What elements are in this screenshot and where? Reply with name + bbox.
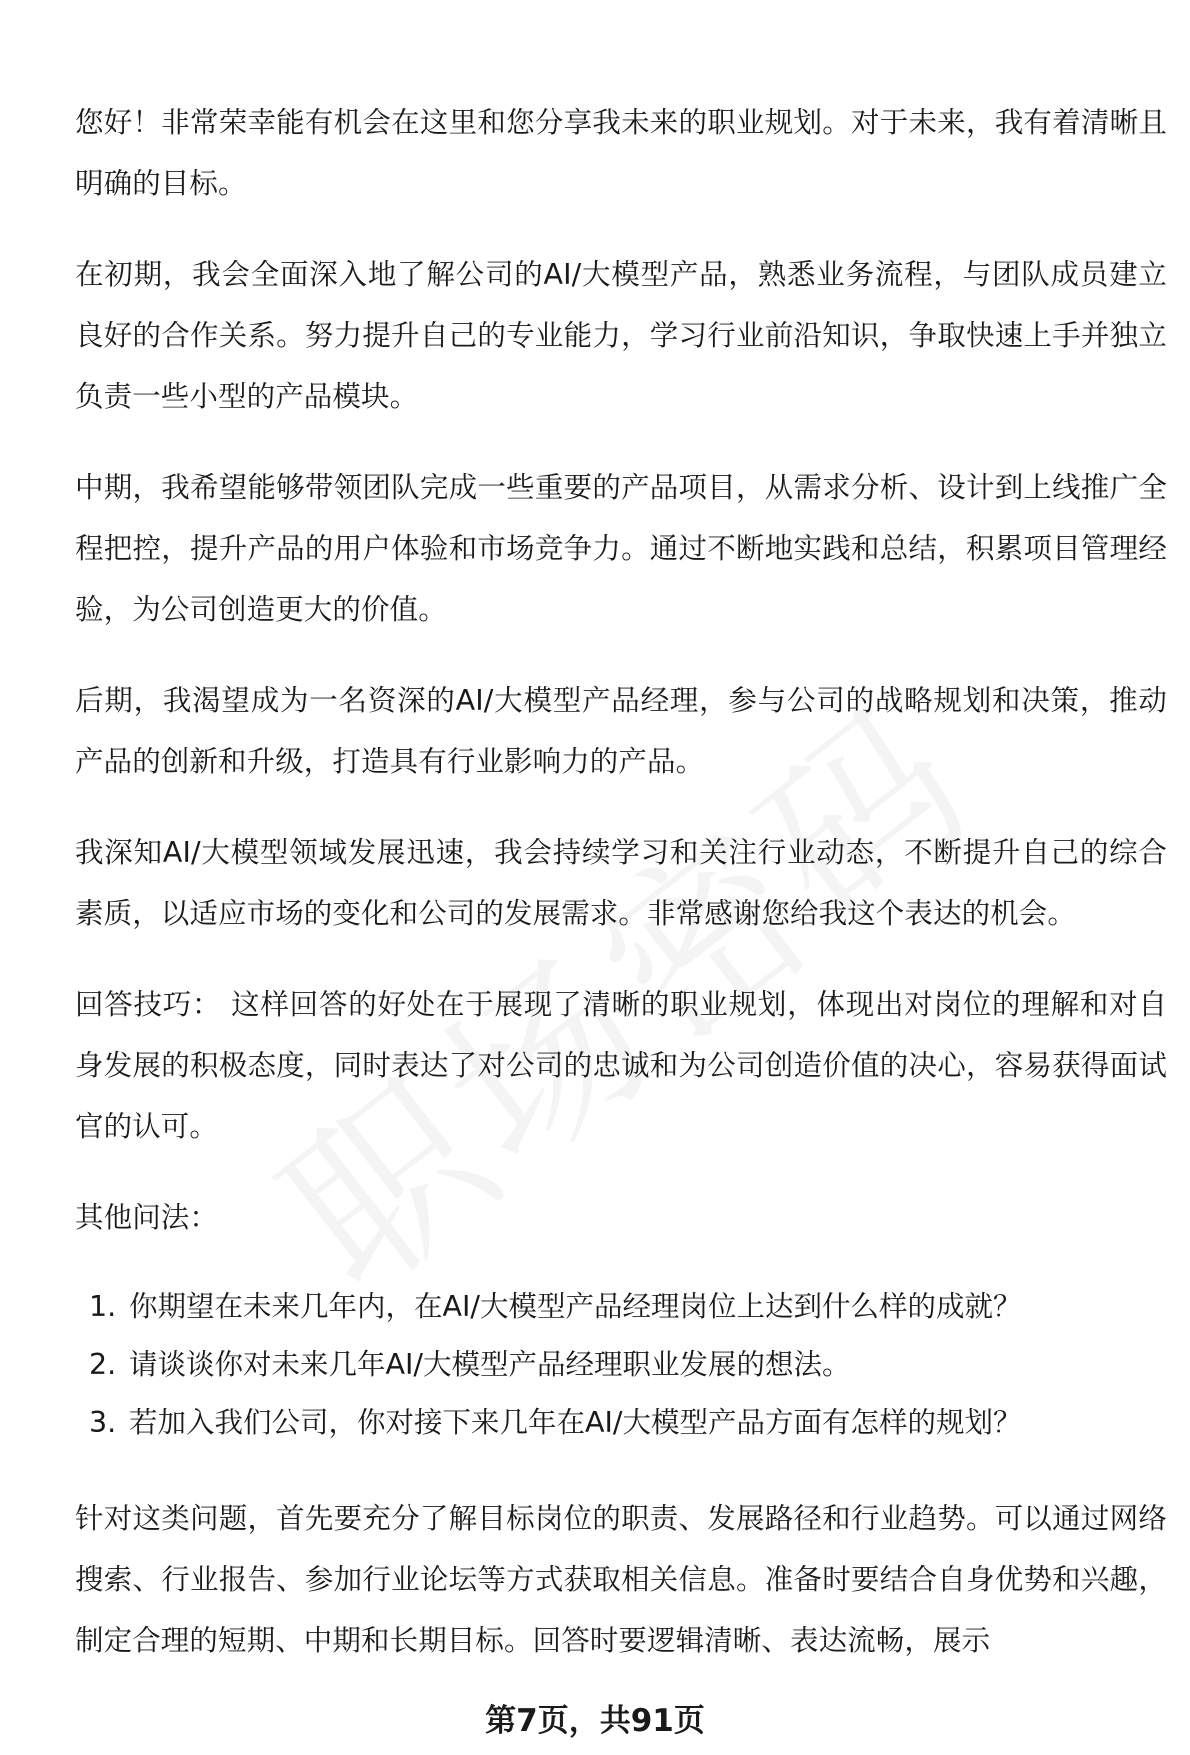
paragraph-mid-stage: 中期，我希望能够带领团队完成一些重要的产品项目，从需求分析、设计到上线推广全程把控，提升产品的用户体验和市场竞争力。通过不断地实践和总结，积累项目管理经验，为公司创造更大的价值。 bbox=[75, 471, 1167, 626]
list-item-number: 3. bbox=[89, 1406, 117, 1439]
question-list bbox=[75, 1278, 1167, 1452]
document-body bbox=[75, 92, 1167, 1701]
page-number-footer: 第7页，共91页 bbox=[485, 1703, 705, 1739]
list-item bbox=[75, 1394, 1167, 1452]
list-item-text: 若加入我们公司，你对接下来几年在AI/大模型产品方面有怎样的规划？ bbox=[129, 1406, 1022, 1439]
list-item-text: 请谈谈你对未来几年AI/大模型产品经理职业发展的想法。 bbox=[129, 1348, 851, 1381]
list-item-number: 2. bbox=[89, 1348, 117, 1381]
list-item bbox=[75, 1278, 1167, 1336]
paragraph-closing: 针对这类问题，首先要充分了解目标岗位的职责、发展路径和行业趋势。可以通过网络搜索、行业报告、参加行业论坛等方式获取相关信息。准备时要结合自身优势和兴趣，制定合理的短期、中期和长期目标。回答时要逻辑清晰、表达流畅，展示 bbox=[75, 1502, 1167, 1657]
paragraph-early-stage: 在初期，我会全面深入地了解公司的AI/大模型产品，熟悉业务流程，与团队成员建立良好的合作关系。努力提升自己的专业能力，学习行业前沿知识，争取快速上手并独立负责一些小型的产品模块。 bbox=[75, 258, 1167, 413]
list-item-text: 你期望在未来几年内，在AI/大模型产品经理岗位上达到什么样的成就？ bbox=[129, 1290, 1022, 1323]
other-questions-label: 其他问法： bbox=[75, 1201, 219, 1234]
list-item bbox=[75, 1336, 1167, 1394]
paragraph-late-stage: 后期，我渴望成为一名资深的AI/大模型产品经理，参与公司的战略规划和决策，推动产品的创新和升级，打造具有行业影响力的产品。 bbox=[75, 684, 1167, 778]
paragraph-greeting: 您好！非常荣幸能有机会在这里和您分享我未来的职业规划。对于未来，我有着清晰且明确的目标。 bbox=[75, 106, 1167, 200]
list-item-number: 1. bbox=[89, 1290, 117, 1323]
paragraph-learning: 我深知AI/大模型领域发展迅速，我会持续学习和关注行业动态，不断提升自己的综合素质，以适应市场的变化和公司的发展需求。非常感谢您给我这个表达的机会。 bbox=[75, 836, 1167, 930]
paragraph-answer-tips: 回答技巧： 这样回答的好处在于展现了清晰的职业规划，体现出对岗位的理解和对自身发展的积极态度，同时表达了对公司的忠诚和为公司创造价值的决心，容易获得面试官的认可。 bbox=[75, 988, 1167, 1143]
